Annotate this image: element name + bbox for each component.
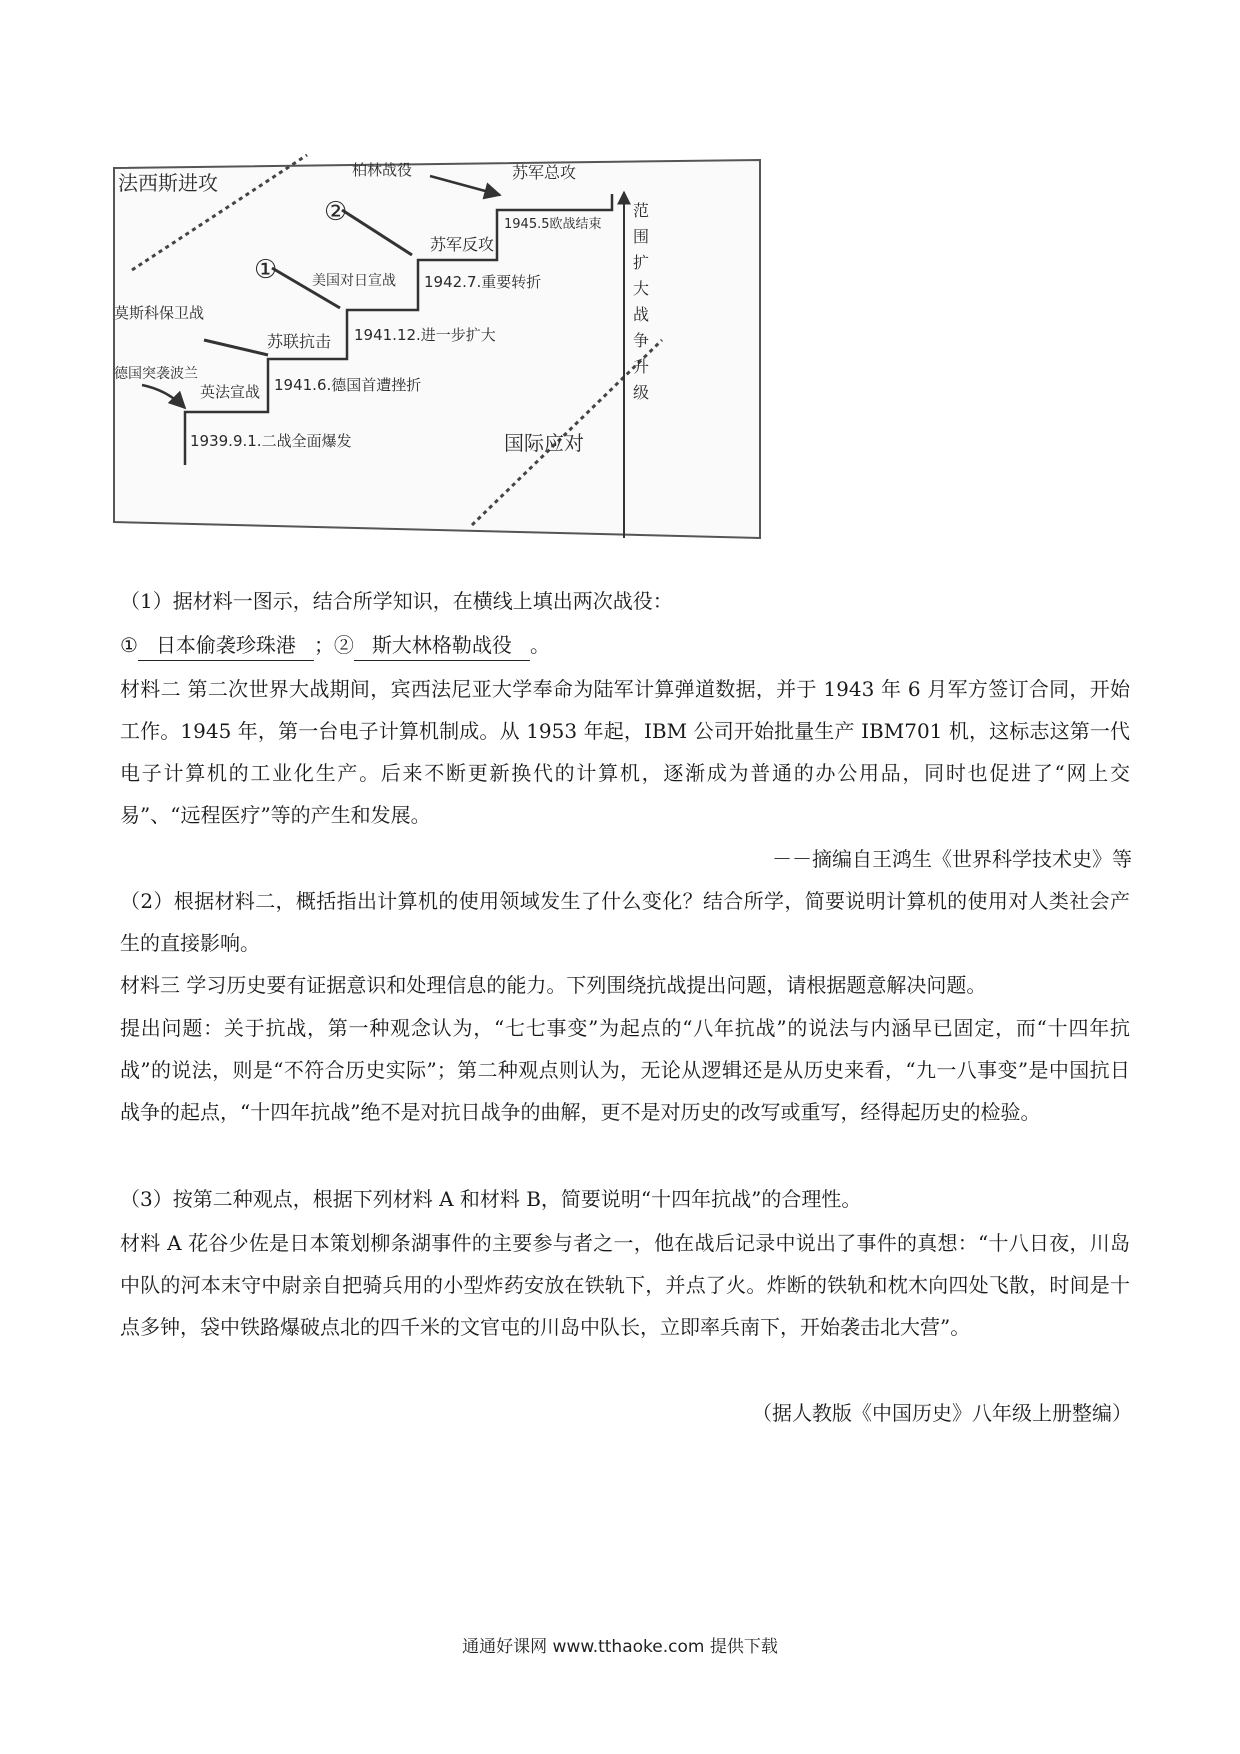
q1-separator: ；② — [313, 633, 354, 657]
q1-end: 。 — [529, 633, 550, 657]
label-germany-poland: 德国突袭波兰 — [114, 366, 198, 382]
q3-text: （3）按第二种观点，根据下列材料 A 和材料 B，简要说明“十四年抗战”的合理性。 — [120, 1187, 862, 1211]
page-footer: 通通好课网 www.tthaoke.com 提供下载 — [462, 1637, 778, 1657]
label-ww2-outbreak: 1939.9.1.二战全面爆发 — [190, 432, 352, 450]
label-soviet-counter: 苏军反攻 — [430, 235, 495, 254]
q1-marker1: ① — [120, 633, 138, 657]
label-us-declares-japan: 美国对日宣战 — [312, 273, 396, 289]
label-moscow-defense: 莫斯科保卫战 — [114, 304, 205, 322]
q1-answer-1: 日本偷袭珍珠港 — [138, 630, 314, 661]
label-war-end: 1945.5欧战结束 — [504, 217, 602, 232]
ww2-timeline-diagram — [112, 150, 764, 542]
diagram-frame — [114, 160, 760, 538]
marker-2: ② — [324, 197, 348, 227]
material-a-source: （据人教版《中国历史》八年级上册整编） — [752, 1401, 1132, 1425]
material-a-text: 材料 A 花谷少佐是日本策划柳条湖事件的主要参与者之一，他在战后记录中说出了事件的真想：“十八日夜，川岛中队的河本末守中尉亲自把骑兵用的小型炸药安放在铁轨下，并点了火。炸断的铁轨和枕木向四处飞散，时间是十点多钟，袋中铁路爆破点北的四千米的文官屯的川岛中队长，立即率兵南下，开始袭击北大营”。 — [120, 1231, 1130, 1339]
label-intl-response: 国际应对 — [504, 431, 584, 455]
label-turning-point: 1942.7.重要转折 — [424, 273, 542, 291]
label-germany-setback: 1941.6.德国首遭挫折 — [274, 376, 422, 394]
q1-prompt: （1）据材料一图示，结合所学知识，在横线上填出两次战役： — [120, 589, 673, 613]
label-vertical: 范围扩大战争升级 — [630, 202, 650, 410]
q2-text: （2）根据材料二，概括指出计算机的使用领域发生了什么变化？结合所学，简要说明计算机的使用对人类社会产生的直接影响。 — [120, 889, 1130, 955]
marker-1: ① — [254, 255, 278, 285]
label-fascist-attack: 法西斯进攻 — [118, 171, 218, 195]
label-berlin-campaign: 柏林战役 — [352, 161, 413, 179]
q1-answer-2: 斯大林格勒战役 — [354, 630, 530, 661]
label-soviet-resist: 苏联抗击 — [267, 332, 332, 351]
material-2-source: －－摘编自王鸿生《世界科学技术史》等 — [772, 847, 1132, 871]
label-soviet-general-offensive: 苏军总攻 — [512, 163, 577, 182]
label-further-expand: 1941.12.进一步扩大 — [354, 326, 496, 344]
material-2-text: 材料二 第二次世界大战期间，宾西法尼亚大学奉命为陆军计算弹道数据，并于 1943 年 6 月军方签订合同，开始工作。1945 年，第一台电子计算机制成。从 1953 年起，IBM 公司开始批量生产 IBM701 机，这标志这第一代电子计算机的工业化生产。后来不断更新换代的计算机，逐渐成为普通的办公用品，同时也促进了“网上交易”、“远程医疗”等的产生和发展。 — [120, 677, 1130, 827]
material-3-text: 材料三 学习历史要有证据意识和处理信息的能力。下列围绕抗战提出问题，请根据题意解决问题。 — [120, 973, 987, 997]
proposed-question: 提出问题：关于抗战，第一种观念认为，“七七事变”为起点的“八年抗战”的说法与内涵早已固定，而“十四年抗战”的说法，则是“不符合历史实际”；第二种观点则认为，无论从逻辑还是从历史来看，“九一八事变”是中国抗日战争的起点，“十四年抗战”绝不是对抗日战争的曲解，更不是对历史的改写或重写，经得起历史的检验。 — [120, 1016, 1130, 1124]
q1-answer-line — [120, 624, 1130, 666]
label-uk-fr-declare: 英法宣战 — [200, 383, 261, 401]
